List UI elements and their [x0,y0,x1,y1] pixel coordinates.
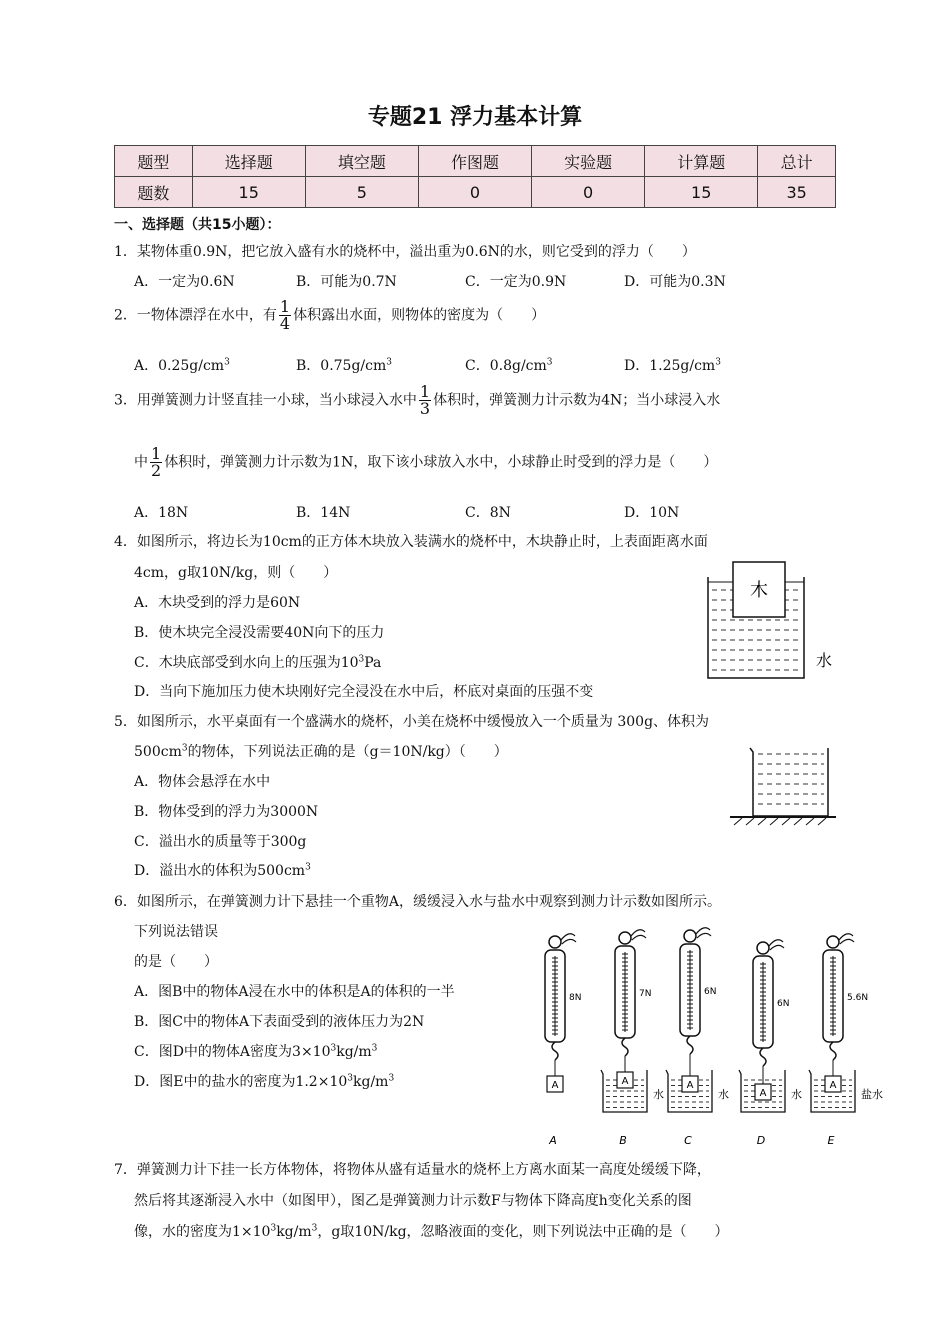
fraction [279,299,291,332]
table-cell: 题型 [115,146,193,177]
table-cell: 15 [192,177,305,208]
q5-beaker-figure [728,740,838,830]
q1-option-c: C．一定为0.9N [465,274,567,290]
hook-icon [622,1038,628,1056]
q6-option-c [134,1041,377,1061]
superscript: 3 [305,862,311,873]
spring-scale [809,934,883,1147]
section-heading: 一、选择题（共15小题）： [114,217,281,233]
table-cell: 15 [645,177,758,208]
q3-stem-pre2: 中 [134,454,148,471]
q4-beaker-figure [700,560,840,685]
block-label: A [551,1080,559,1091]
page-title: 专题21 浮力基本计算 [367,105,583,130]
superscript: 3 [386,357,392,368]
table-cell: 填空题 [305,146,418,177]
hanger-hook-icon [769,940,784,950]
denominator: 3 [419,399,431,418]
q2-option-c [465,355,553,375]
question-3-stem-line1 [114,384,720,417]
table-cell: 总计 [758,146,836,177]
q3-option-c: C．8N [465,505,511,521]
q6-option-a: A．图B中的物体A浸在水中的体积是A的体积的一半 [134,984,455,1000]
q2-stem-post: 体积露出水面，则物体的密度为（ ） [293,307,546,324]
q2-option-d [624,355,721,375]
question-1-stem: 1．某物体重0.9N，把它放入盛有水的烧杯中，溢出重为0.6N的水，则它受到的浮力（ ） [114,244,696,260]
hook-icon [552,1042,558,1060]
numerator: 1 [279,297,291,316]
option-text: D．图E中的盐水的密度为1.2×10 [134,1074,348,1090]
q4-option-d: D．当向下施加压力使木块刚好完全浸没在水中后，杯底对桌面的压强不变 [134,684,594,700]
table-cell: 作图题 [418,146,531,177]
scale-reading: 6N [777,999,790,1009]
question-4-stem-line1: 4．如图所示，将边长为10cm的正方体木块放入装满水的烧杯中，木块静止时，上表面距离水面 [114,534,708,550]
q2-option-b [296,355,392,375]
table-cell: 题数 [115,177,193,208]
question-2-stem [114,299,545,332]
superscript: 3 [358,654,365,665]
q3-stem-mid: 体积时，弹簧测力计示数为4N；当小球浸入水 [433,392,721,409]
scale-reading: 7N [639,989,652,999]
question-count-table [114,145,836,208]
option-text: D．1.25g/cm [624,358,716,374]
block-label: A [621,1076,629,1087]
stem-text: 像，水的密度为1×10 [134,1224,271,1240]
hook-ring-icon [619,932,631,944]
question-6-stem-line1: 6．如图所示，在弹簧测力计下悬挂一个重物A，缓缓浸入水与盐水中观察到测力计示数如图所示。 [114,894,722,910]
stem-text: kg/m [276,1224,312,1240]
q4-option-a: A．木块受到的浮力是60N [134,595,301,611]
scale-reading: 5.6N [847,993,869,1003]
hanger-hook-icon [631,930,646,940]
option-text: C．0.8g/cm [465,358,547,374]
unit: kg/m [336,1044,372,1060]
superscript: 3 [347,1073,353,1084]
q5-option-c: C．溢出水的质量等于300g [134,834,307,850]
table-cell: 0 [532,177,645,208]
table-cell: 实验题 [532,146,645,177]
q5-option-a: A．物体会悬浮在水中 [134,774,271,790]
fraction [150,446,162,479]
block-label: A [759,1088,767,1099]
superscript: 3 [311,1223,318,1234]
liquid-label: 水 [653,1088,664,1101]
option-text: D．溢出水的体积为500cm [134,863,306,879]
block-label: A [686,1080,694,1091]
question-5-stem-line2 [134,741,508,761]
option-text: C．图D中的物体A密度为3×10 [134,1044,331,1060]
hook-icon [830,1042,836,1060]
stem-text: ，g取10N/kg，忽略液面的变化，则下列说法中正确的是（ ） [317,1224,729,1240]
hook-icon [687,1036,693,1054]
hook-ring-icon [684,930,696,942]
hook-ring-icon [549,936,561,948]
q3-option-b: B．14N [296,505,351,521]
q6-option-b: B．图C中的物体A下表面受到的液体压力为2N [134,1014,425,1030]
question-7-stem-line1: 7．弹簧测力计下挂一长方体物体，将物体从盛有适量水的烧杯上方离水面某一高度处缓缓下降， [114,1162,711,1178]
stem-text: 的物体，下列说法正确的是（g＝10N/kg）（ ） [187,744,508,760]
figure-letter: A [549,1134,557,1147]
superscript: 3 [181,743,188,754]
option-text: A．0.25g/cm [134,358,225,374]
option-text: B．0.75g/cm [296,358,387,374]
hanger-hook-icon [696,928,711,938]
block-label: A [829,1080,837,1091]
figure-letter: C [684,1134,692,1147]
q1-option-d: D．可能为0.3N [624,274,726,290]
liquid-label: 水 [791,1088,802,1101]
denominator: 2 [151,461,162,480]
scale-reading: 6N [704,987,717,997]
figure-letter: B [619,1134,627,1147]
liquid-label: 水 [718,1088,729,1101]
hanger-hook-icon [561,934,576,944]
stem-text: 500cm [134,744,182,760]
question-5-stem-line1: 5．如图所示，水平桌面有一个盛满水的烧杯，小美在烧杯中缓慢放入一个质量为 300g、体积为 [114,714,710,730]
spring-scale [666,928,729,1147]
unit: Pa [364,655,382,671]
q5-option-d [134,860,311,880]
question-7-stem-line3 [134,1221,729,1241]
spring-scale [601,930,664,1147]
superscript: 3 [270,1223,277,1234]
superscript: 3 [388,1073,395,1084]
spring-scale [739,940,802,1147]
q5-option-b: B．物体受到的浮力为3000N [134,804,319,820]
q6-option-d [134,1071,394,1091]
superscript: 3 [224,357,230,368]
q3-stem-post: 体积时，弹簧测力计示数为1N，取下该小球放入水中，小球静止时受到的浮力是（ ） [164,454,718,471]
liquid-label: 盐水 [861,1088,883,1101]
question-6-stem-line2: 下列说法错误 [134,924,218,940]
unit: kg/m [353,1074,389,1090]
q1-option-b: B．可能为0.7N [296,274,397,290]
q6-spring-scale-figure [530,920,890,1148]
figure-letter: D [756,1134,766,1147]
hanger-hook-icon [839,934,854,944]
hook-ring-icon [757,942,769,954]
hook-icon [760,1048,766,1066]
q2-option-a [134,355,230,375]
table-header-row [115,146,836,177]
table-cell: 选择题 [192,146,305,177]
denominator: 4 [279,314,291,333]
superscript: 3 [546,357,553,368]
table-cell: 计算题 [645,146,758,177]
q3-option-a: A．18N [134,505,189,521]
table-cell: 0 [418,177,531,208]
q1-option-a: A．一定为0.6N [134,274,235,290]
table-cell: 5 [305,177,418,208]
fraction [419,384,431,417]
table-row [115,177,836,208]
q4-option-b: B．使木块完全浸没需要40N向下的压力 [134,625,385,641]
question-3-stem-line2 [134,446,717,479]
superscript: 3 [715,357,721,368]
water-label: 水 [816,651,833,670]
q3-option-d: D．10N [624,505,680,521]
numerator: 1 [151,444,162,463]
scale-reading: 8N [569,993,582,1003]
q2-stem-pre: 2．一物体漂浮在水中，有 [114,307,277,324]
q3-stem-pre: 3．用弹簧测力计竖直挂一小球，当小球浸入水中 [114,392,417,409]
numerator: 1 [419,382,431,401]
spring-scale [545,934,581,1147]
question-4-stem-line2: 4cm，g取10N/kg，则（ ） [134,565,338,581]
figure-letter: E [827,1134,835,1147]
hook-ring-icon [827,936,839,948]
superscript: 3 [330,1043,337,1054]
q4-option-c [134,652,381,672]
option-text: C．木块底部受到水向上的压强为10 [134,655,359,671]
superscript: 3 [371,1043,378,1054]
question-6-stem-line3: 的是（ ） [134,954,218,970]
question-7-stem-line2: 然后将其逐渐浸入水中（如图甲），图乙是弹簧测力计示数F与物体下降高度h变化关系的图 [134,1193,692,1209]
block-label: 木 [750,580,768,601]
table-cell: 35 [758,177,836,208]
